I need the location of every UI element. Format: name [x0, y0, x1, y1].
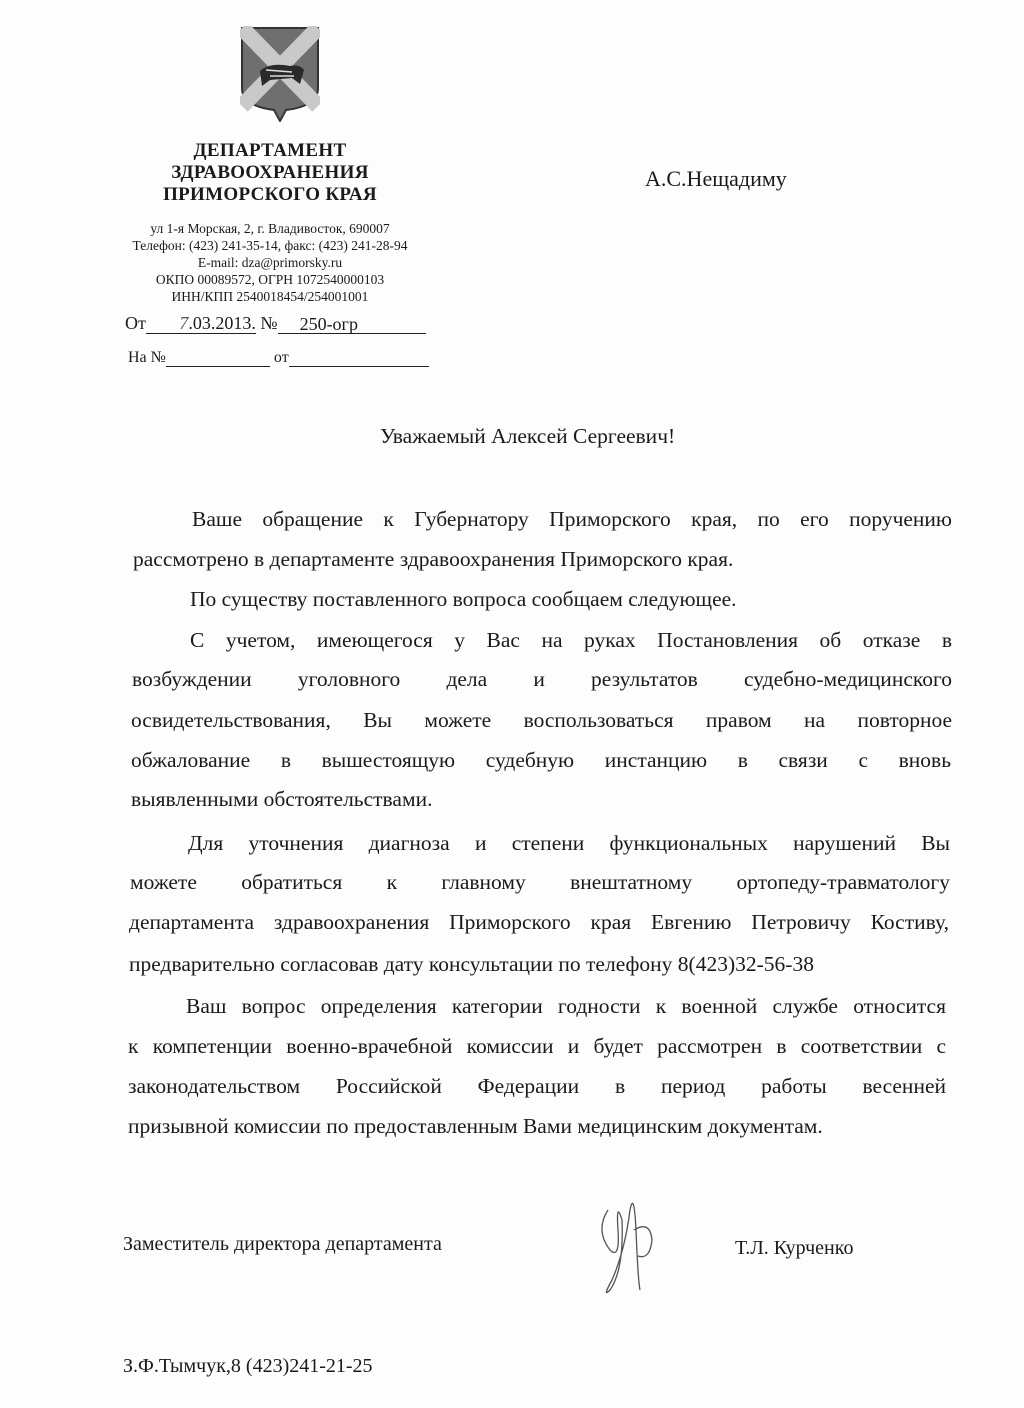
ref-number-field: [166, 346, 270, 367]
date-prefix: От: [125, 313, 146, 333]
date-value: .03.2013.: [188, 313, 256, 333]
body-line: призывной комиссии по предоставленным Вами медицинским документам.: [128, 1114, 823, 1138]
body-line: обжалование в вышестоящую судебную инстанцию в связи с вновь: [131, 748, 951, 772]
ref-label: На №: [128, 349, 166, 366]
number-label: №: [260, 313, 278, 333]
body-line: выявленными обстоятельствами.: [131, 787, 433, 811]
ref-from-label: от: [273, 349, 289, 366]
body-line: По существу поставленного вопроса сообщаем следующее.: [190, 587, 737, 611]
body-line: к компетенции военно-врачебной комиссии и будет рассмотрен в соответствии с: [128, 1034, 946, 1058]
body-line: возбуждении уголовного дела и результатов судебно-медицинского: [132, 667, 952, 691]
reference-line: [128, 346, 429, 367]
body-line: можете обратиться к главному внештатному ортопеду-травматологу: [130, 870, 950, 894]
org-line: ДЕПАРТАМЕНТ: [193, 140, 347, 161]
executor-contact: З.Ф.Тымчук,8 (423)241-21-25: [123, 1355, 373, 1377]
email: E-mail: dza@primorsky.ru: [197, 255, 343, 270]
salutation: Уважаемый Алексей Сергеевич!: [380, 424, 676, 448]
body-line: законодательством Российской Федерации в период работы весенней: [128, 1074, 946, 1098]
body-line: Ваше обращение к Губернатору Приморского края, по его поручению: [192, 507, 952, 531]
body-line: С учетом, имеющегося у Вас на руках Постановления об отказе в: [190, 628, 952, 652]
body-line: Ваш вопрос определения категории годности к военной службе относится: [186, 994, 946, 1018]
signatory-position: Заместитель директора департамента: [123, 1233, 442, 1255]
coat-of-arms-emblem: [240, 26, 320, 122]
okpo-ogrn: ОКПО 00089572, ОГРН 1072540000103: [155, 272, 385, 287]
body-line: предварительно согласовав дату консультации по телефону 8(423)32-56-38: [129, 952, 814, 976]
ref-date-field: [289, 346, 429, 367]
body-line: Для уточнения диагноза и степени функциональных нарушений Вы: [188, 831, 950, 855]
phone-fax: Телефон: (423) 241-35-14, факс: (423) 241-28-94: [132, 238, 408, 253]
organization-name: [120, 140, 420, 206]
number-value: 250-огр: [299, 314, 358, 334]
org-line: ЗДРАВООХРАНЕНИЯ: [171, 162, 369, 183]
body-line: освидетельствования, Вы можете воспользоваться правом на повторное: [131, 708, 952, 732]
outgoing-date-number: [125, 313, 426, 334]
inn-kpp: ИНН/КПП 2540018454/254001001: [171, 289, 369, 304]
body-line: департамента здравоохранения Приморского края Евгению Петровичу Костиву,: [129, 910, 949, 934]
recipient: А.С.Нещадиму: [645, 166, 787, 191]
number-field: [278, 314, 426, 334]
body-line: рассмотрено в департаменте здравоохранения Приморского края.: [133, 547, 734, 571]
date-field: 7.03.2013.: [146, 313, 256, 334]
handwritten-signature: [590, 1190, 670, 1300]
address: ул 1-я Морская, 2, г. Владивосток, 690007: [150, 221, 390, 236]
signatory-name: Т.Л. Курченко: [735, 1237, 854, 1259]
org-line: ПРИМОРСКОГО КРАЯ: [163, 184, 377, 205]
contact-block: [100, 220, 440, 305]
